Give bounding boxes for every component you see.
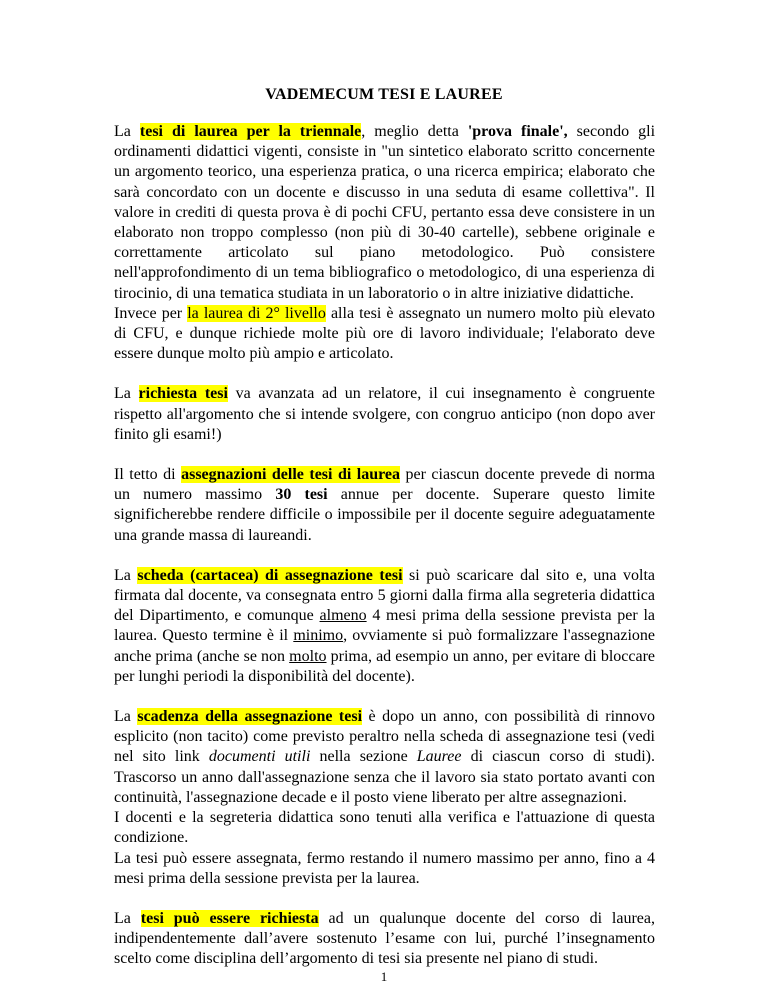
- text: ad un qualunque docente del corso di laurea, indipendentemente dall’avere sostenuto l’esame con lui, purché l’insegnamento scelto come disciplina dell’argomento di tesi sia presente nel piano di studi.: [114, 909, 655, 968]
- paragraph-qualunque-docente: [114, 909, 655, 970]
- highlight-richiesta-tesi: richiesta tesi: [138, 385, 228, 403]
- text: Invece per: [114, 304, 188, 322]
- text: La: [114, 385, 139, 403]
- paragraph-tetto-assegnazioni: [114, 465, 655, 546]
- page-number: 1: [380, 969, 388, 984]
- paragraph-prova-finale: [114, 122, 655, 304]
- text: prima, ad esempio un anno, per evitare di bloccare per lunghi periodi la disponibilità del docente).: [114, 647, 655, 685]
- paragraph-richiesta-tesi: [114, 384, 655, 445]
- text: Il tetto di: [114, 466, 182, 484]
- highlight-tesi-richiesta: tesi può essere richiesta: [140, 909, 319, 927]
- italic-documenti-utili: documenti utili: [208, 748, 311, 766]
- highlight-laurea-2-livello: la laurea di 2° livello: [187, 304, 326, 322]
- text: La: [114, 566, 138, 584]
- paragraph-scheda-assegnazione: [114, 566, 655, 687]
- text: di ciascun corso di studi). Trascorso un anno dall'assegnazione senza che il lavoro sia stato portato avanti con continuità, l'assegnazione decade e il posto viene liberato per altre assegnazioni.: [114, 748, 655, 806]
- bold-30-tesi: 30 tesi: [275, 486, 328, 504]
- document-title: VADEMECUM TESI E LAUREE: [265, 86, 503, 103]
- paragraph-assegnazione-termine: La tesi può essere assegnata, fermo restando il numero massimo per anno, fino a 4 mesi prima della sessione prevista per la laurea.: [114, 849, 655, 887]
- italic-lauree: Lauree: [416, 748, 462, 766]
- highlight-scheda: scheda (cartacea) di assegnazione tesi: [137, 566, 403, 584]
- text: La: [114, 708, 138, 726]
- document-body: [114, 122, 655, 990]
- text: La: [114, 909, 141, 927]
- highlight-scadenza: scadenza della assegnazione tesi: [137, 708, 363, 726]
- paragraph-laurea-secondo-livello: [114, 304, 655, 365]
- text: annue per docente. Superare questo limite significherebbe rendere difficile o impossibile per il docente seguire adeguatamente una grande massa di laureandi.: [114, 486, 656, 544]
- text: alla tesi è assegnato un numero molto più elevato di CFU, e dunque richiede molte più ore di lavoro individuale; l'elaborato deve essere dunque molto più ampio e articolato.: [114, 304, 656, 363]
- text: nella sezione: [310, 748, 417, 766]
- text: secondo gli ordinamenti didattici vigenti, consiste in "un sintetico elaborato scritto concernente un argomento teorico, una esperienza pratica, o una ricerca empirica; elaborato che sarà concordato con un docente e discusso in una seduta di esame collettiva". Il valore in crediti di questa prova è di pochi CFU, pertanto essa deve consistere in un elaborato non troppo complesso (non più di 30-40 cartelle), sebbene originale e correttamente articolato sul piano metodologico. Può consistere nell'approfondimento di un tema bibliografico o metodologico, di una esperienza di tirocinio, di una tematica studiata in un laboratorio o in altre iniziative didattiche.: [114, 123, 656, 302]
- underline-minimo: minimo: [293, 627, 344, 645]
- text: va avanzata ad un relatore, il cui insegnamento è congruente rispetto all'argomento che si intende svolgere, con congruo anticipo (non dopo aver finito gli esami!): [114, 385, 655, 443]
- underline-molto: molto: [289, 647, 327, 665]
- underline-almeno: almeno: [319, 607, 367, 625]
- highlight-assegnazioni: assegnazioni delle tesi di laurea: [181, 466, 401, 484]
- text: per ciascun docente prevede di norma un numero massimo: [114, 466, 656, 504]
- text: La: [114, 123, 140, 140]
- text: è dopo un anno, con possibilità di rinnovo esplicito (non tacito) come previsto peraltro nella scheda di assegnazione tesi (vedi nel sito link: [114, 708, 656, 766]
- text: 4 mesi prima della sessione prevista per la laurea. Questo termine è il: [114, 607, 655, 645]
- paragraph-scadenza: [114, 707, 655, 808]
- text: si può scaricare dal sito e, una volta firmata dal docente, va consegnata entro 5 giorni dalla firma alla segreteria didattica del Dipartimento, e comunque: [114, 566, 655, 625]
- bold-prova-finale: 'prova finale',: [467, 123, 568, 140]
- highlight-tesi-triennale: tesi di laurea per la triennale: [139, 123, 362, 140]
- text: , ovviamente si può formalizzare l'assegnazione anche prima (anche se non: [114, 627, 656, 665]
- paragraph-verifica: I docenti e la segreteria didattica sono tenuti alla verifica e l'attuazione di questa condizione.: [114, 809, 655, 847]
- text: , meglio detta: [361, 123, 468, 140]
